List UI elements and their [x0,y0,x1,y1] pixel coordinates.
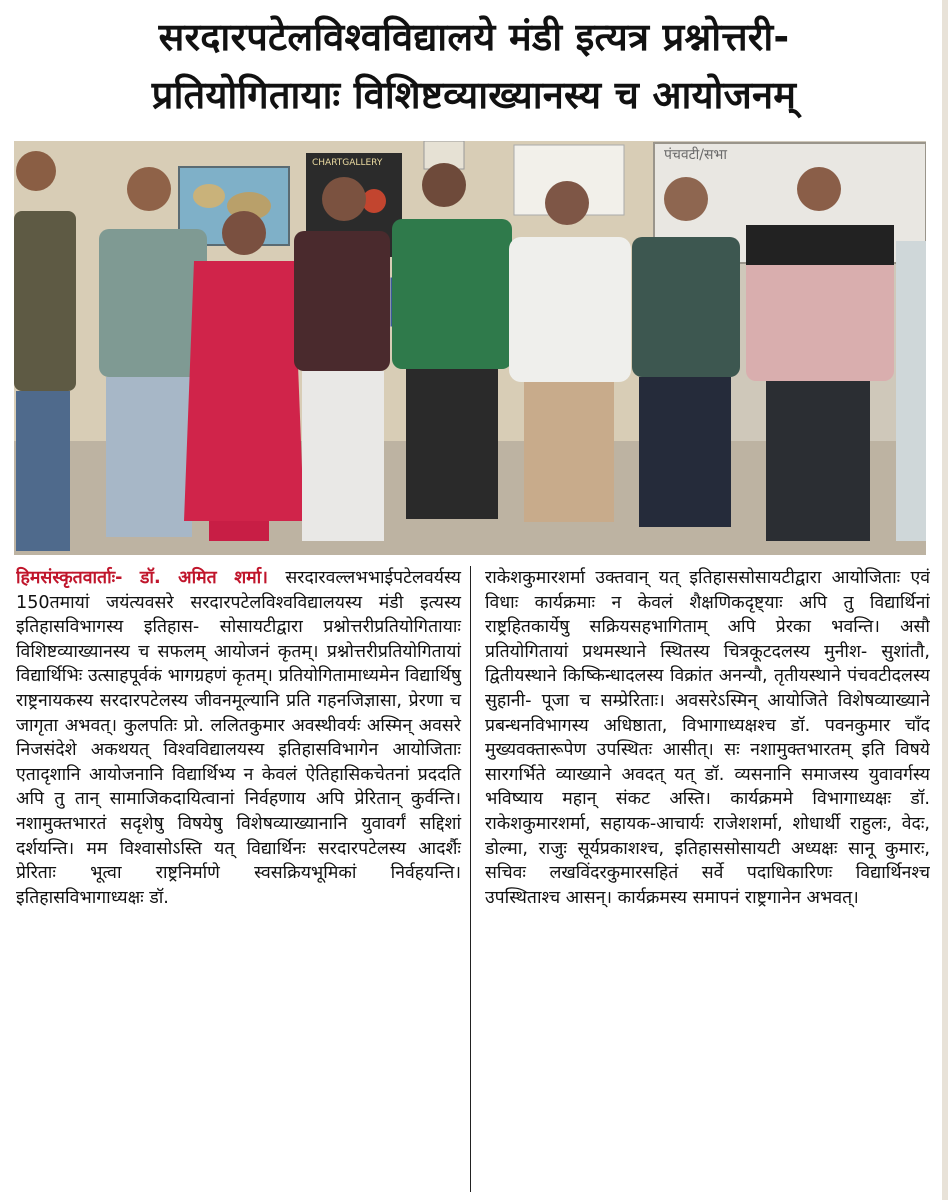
group-photo-illustration [14,141,926,555]
byline: हिमसंस्कृतवार्ताः- डॉ. अमित शर्मा। [16,568,286,588]
person [294,177,390,541]
article-column-left [16,566,471,1192]
event-photo [14,141,926,555]
headline-line-1: सरदारपटेलविश्वविद्यालये मंडी इत्यत्र प्रश्नोत्तरी- [158,15,790,59]
headline [14,8,934,124]
page-edge [942,0,948,1200]
board-text: पंचवटी/सभा [664,147,727,163]
article-text-left: सरदारवल्लभभाईपटेलवर्यस्य 150तमायां जयंत्यवसरे सरदारपटेलविश्वविद्यालयस्य मंडी इत्यस्य इतिहासविभागस्य इतिहास- सोसायटीद्वारा प्रश्नोत्तरीप्रतियोगितायाः विशिष्टव्याख्यानस्य च सफलम् आयोजनं कृतम्। प्रश्नोत्तरीप्रतियोगितायां विद्यार्थिभिः उत्साहपूर्वकं भागग्रहणं कृतम्। प्रतियोगितामाध्यमेन विद्यार्थिषु राष्ट्रनायकस्य सरदारपटेलस्य जीवनमूल्यानि प्रति गहनजिज्ञासा, प्रेरणा च जागृता अभवत्। कुलपतिः प्रो. ललितकुमार अवस्थीवर्यः अस्मिन् अवसरे निजसंदेशे अकथयत् विश्वविद्यालयस्य इतिहासविभागेन आयोजिताः एतादृशानि आयोजनानि विद्यार्थिभ्य न केवलं ऐतिहासिकचेतनां प्रददति अपि तु तान् सामाजिकदायित्वानां निर्वहणाय अपि प्रेरितान् कुर्वन्ति। नशामुक्तभारतं सदृशेषु विषयेषु विशेषव्याख्यानानि युवावर्गं सद्दिशां दर्शयन्ति। मम विश्वासोऽस्ति यत् विद्यार्थिनः सरदारपटेलस्य आदर्शैः प्रेरिताः भूत्वा राष्ट्रनिर्माणे स्वसक्रियभूमिकां निर्वहयन्ति। इतिहासविभागाध्यक्षः डॉ. [16,568,461,908]
person [14,151,76,551]
article-column-right [485,566,930,1192]
headline-line-2: प्रतियोगितायाः विशिष्टव्याख्यानस्य च आयोजनम् [151,73,797,117]
article-body [16,566,930,1192]
chart-gallery-label: CHARTGALLERY [312,158,383,168]
article-text-right: राकेशकुमारशर्मा उक्तवान् यत् इतिहाससोसायटीद्वारा आयोजिताः एवं विधाः कार्यक्रमाः न केवलं शैक्षणिकदृष्ट्याः अपि तु विद्यार्थिनां राष्ट्रहितकार्येषु सक्रियसहभागिताम् अपि प्रेरका भवन्ति। असौ प्रतियोगितायां प्रथमस्थाने स्थितस्य चित्रकूटदलस्य मुनीश- सुशांतौ, द्वितीयस्थाने किष्किन्धादलस्य विक्रांत अनन्यौ, तृतीयस्थाने पंचवटीदलस्य सुहानी- पूजा च सम्प्रेरिताः। अवसरेऽस्मिन् आयोजिते विशेषव्याख्याने प्रबन्धनविभागस्य अधिष्ठाता, विभागाध्यक्षश्च डॉ. पवनकुमार चाँद मुख्यवक्तारूपेण उपस्थितः आसीत्। सः नशामुक्तभारतम् इति विषये सारगर्भिते व्याख्याने अवदत् यत् डॉ. व्यसनानि समाजस्य युवावर्गस्य भविष्याय महान् संकट अस्ति। कार्यक्रममे विभागाध्यक्षः डॉ. राकेशकुमारशर्मा, सहायक-आचार्यः राजेशशर्मा, शोधार्थी राहुलः, वेदः, डोल्मा, राजुः सूर्यप्रकाशश्च, इतिहाससोसायटी अध्यक्षः सानू कुमारः, सचिवः लखविंदरकुमारसहितं सर्वे पदाधिकारिणः विद्यार्थिनश्च उपस्थिताश्च आसन्। कार्यक्रमस्य समापनं राष्ट्रगानेन अभवत्। [485,568,930,908]
